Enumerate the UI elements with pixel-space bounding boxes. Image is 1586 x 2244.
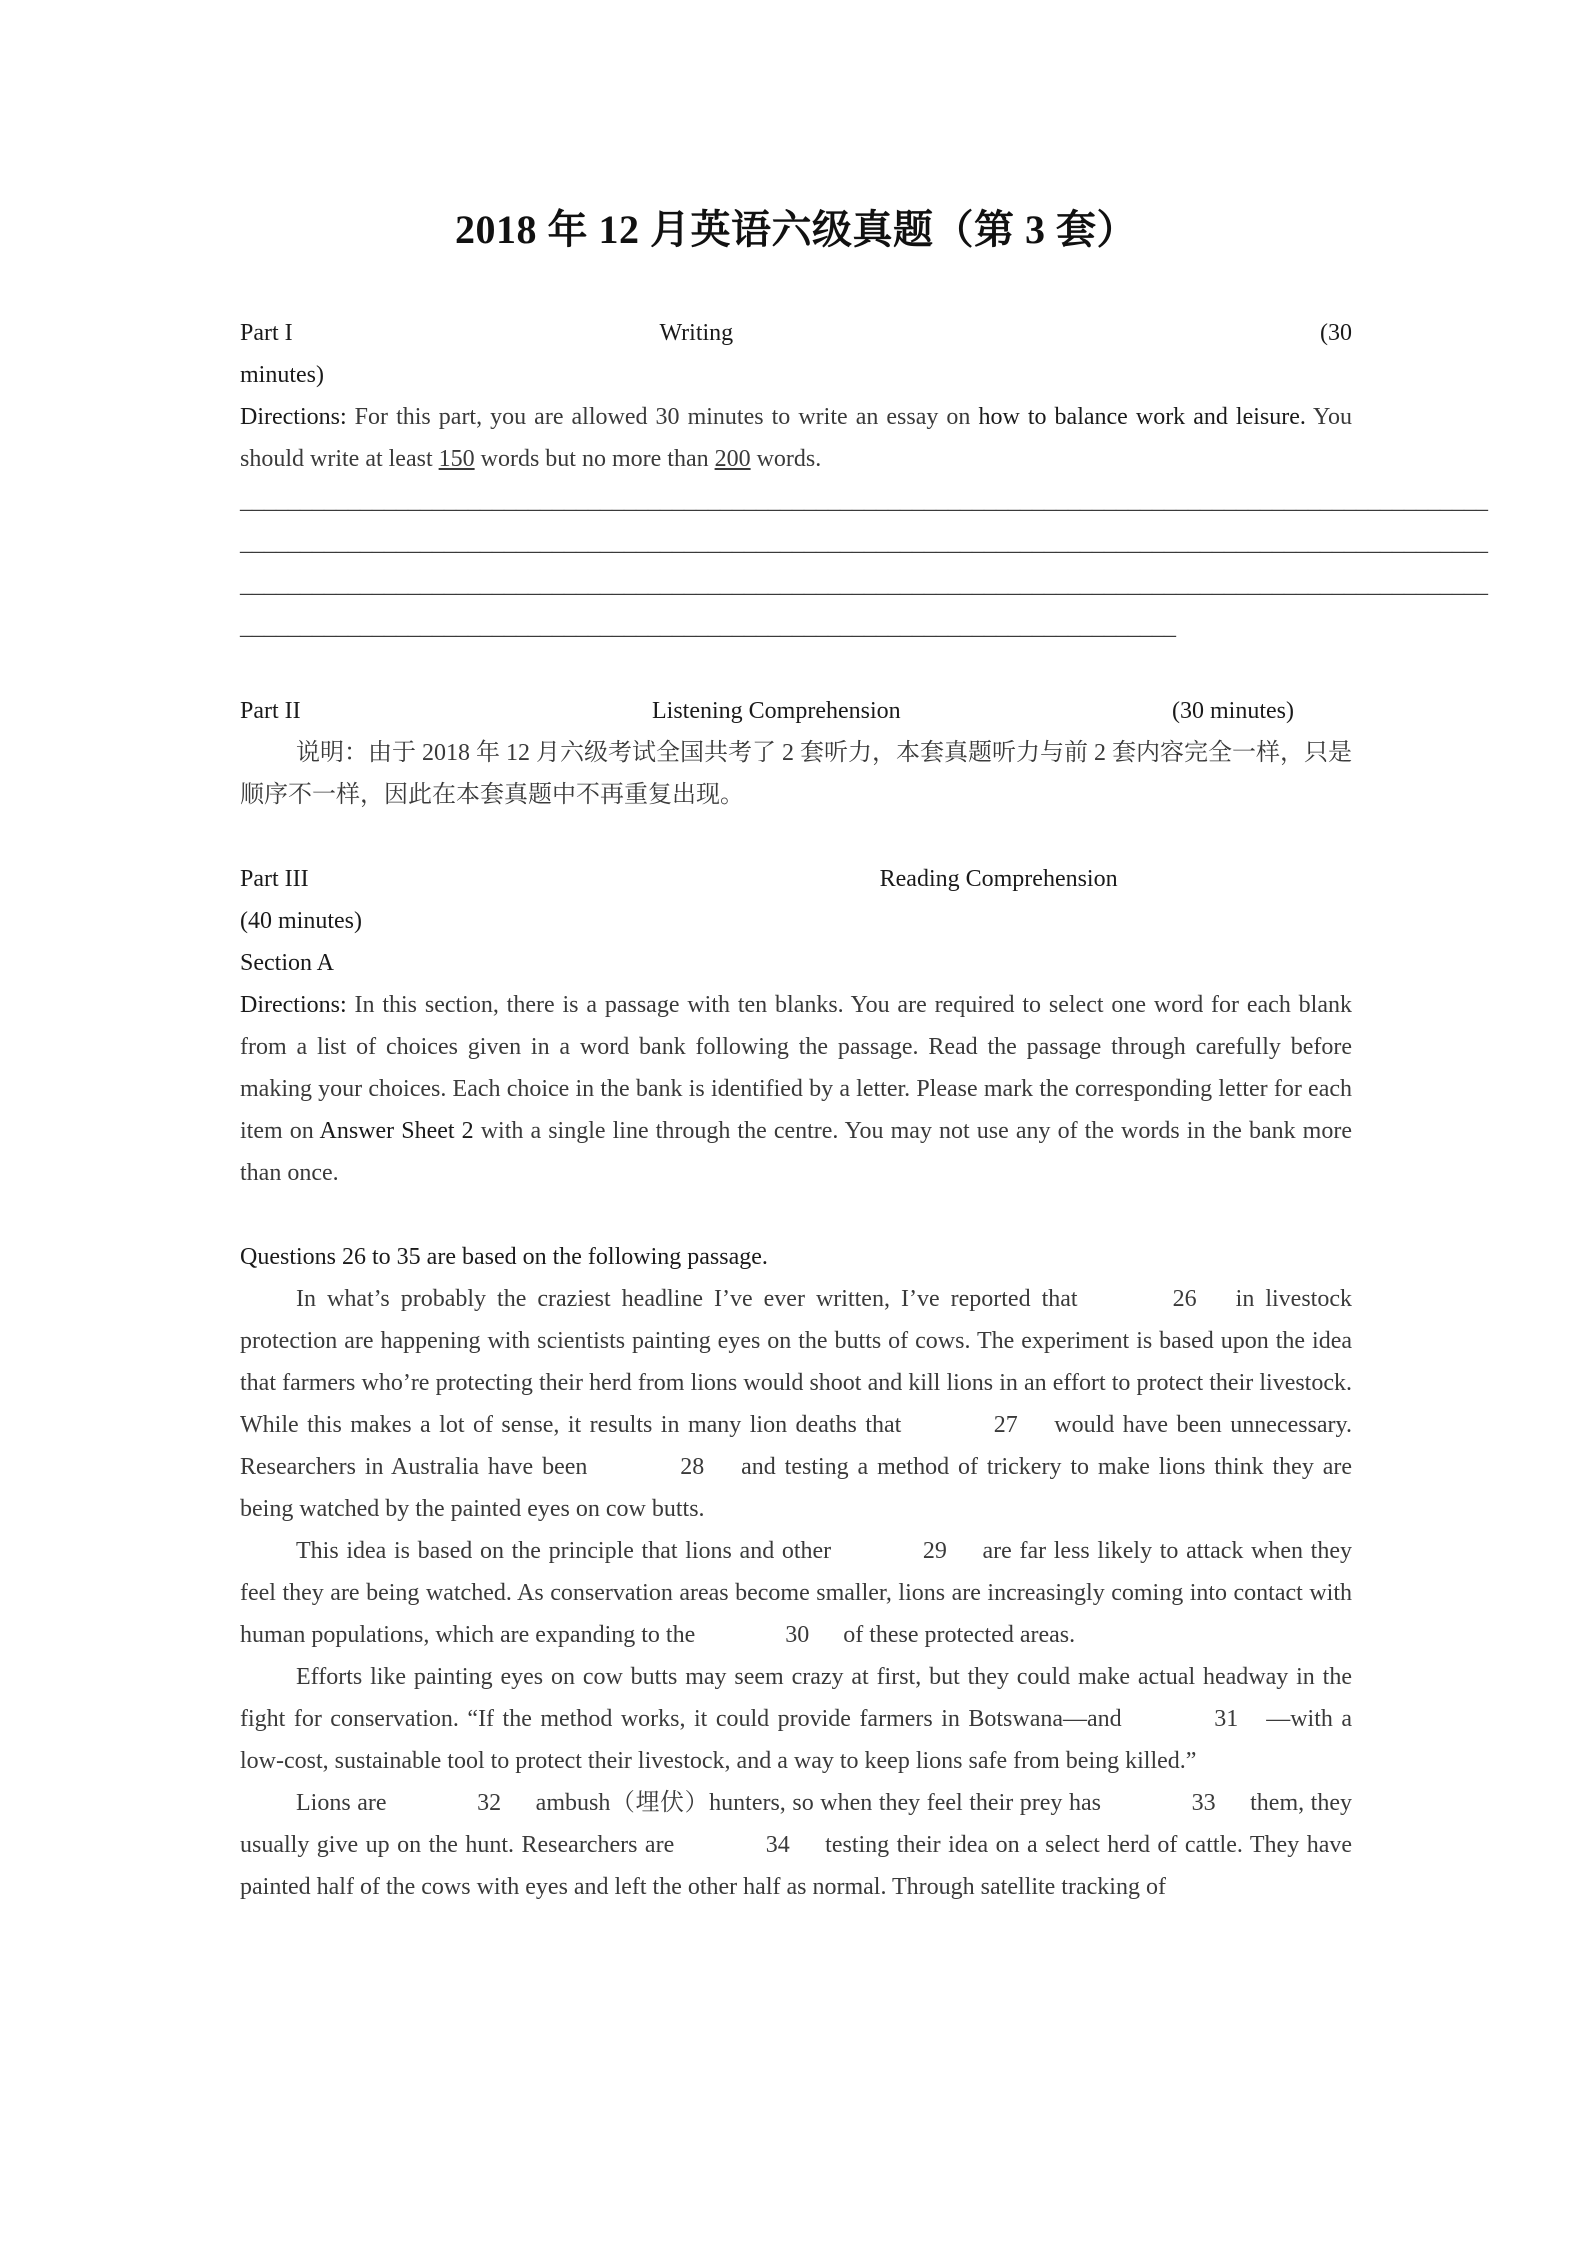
blank-27: 27 — [993, 1412, 1018, 1438]
part1-name: Writing — [659, 320, 734, 346]
part3-directions-text1: In this section, there is a passage with ten blanks. You are required to select one word for each blank from a list of choices given in a word bank following the passage. Read the passage through carefully before making your choices. Each choice in the bank is identified by a letter. Please mark the corresponding letter for each item on — [240, 992, 1352, 1144]
passage-text: of these protected areas. — [837, 1622, 1076, 1648]
writing-line: ________________________________________________________________________________________________________ — [240, 530, 1488, 556]
blank-33: 33 — [1191, 1790, 1216, 1816]
passage-paragraph-4 — [240, 1782, 1352, 1908]
part3-directions-text2: with a single line through the centre. You may not use any of the words in the bank more than once. — [240, 1118, 1352, 1186]
passage-text: ambush（埋伏）hunters, so when they feel their prey has — [529, 1790, 1108, 1816]
blank-29: 29 — [922, 1538, 947, 1564]
max-words: 200 — [714, 446, 751, 472]
writing-line: ________________________________________________________________________________________________________ — [240, 488, 1488, 514]
page-title: 2018 年 12 月英语六级真题（第 3 套） — [455, 207, 1137, 252]
essay-topic: how to balance work and leisure. — [978, 404, 1306, 430]
passage-text: —with a low-cost, sustainable tool to protect their livestock, and a way to keep lions safe from being killed.” — [240, 1706, 1352, 1774]
part3-time: (40 minutes) — [240, 908, 362, 934]
passage-text: Lions are — [296, 1790, 394, 1816]
part2-name: Listening Comprehension — [652, 698, 901, 724]
document-content — [240, 200, 1488, 1908]
passage-text: This idea is based on the principle that lions and other — [296, 1538, 839, 1564]
part3-name: Reading Comprehension — [879, 866, 1118, 892]
part3-directions — [240, 984, 1352, 1194]
part1-directions-text3: words but no more than — [474, 446, 715, 472]
part2-time: (30 minutes) — [1172, 698, 1294, 724]
min-words: 150 — [438, 446, 475, 472]
writing-line-short: ______________________________________________________________________________ — [240, 614, 1176, 640]
passage-text: them, they usually give up on the hunt. Researchers are — [240, 1790, 1353, 1858]
part1-header — [240, 312, 1352, 354]
passage-text: testing their idea on a select herd of cattle. They have painted half of the cows with eyes and left the other half as normal. Through satellite tracking of — [240, 1832, 1352, 1900]
blank-32: 32 — [477, 1790, 502, 1816]
writing-line: ________________________________________________________________________________________________________ — [240, 572, 1488, 598]
blank-28: 28 — [680, 1454, 705, 1480]
part2-note: 说明：由于 2018 年 12 月六级考试全国共考了 2 套听力，本套真题听力与前 2 套内容完全一样，只是顺序不一样，因此在本套真题中不再重复出现。 — [240, 740, 1352, 808]
part3-label: Part III — [240, 866, 309, 892]
blank-26: 26 — [1172, 1286, 1197, 1312]
questions-heading: Questions 26 to 35 are based on the following passage. — [240, 1244, 768, 1270]
passage-paragraph-2 — [240, 1530, 1352, 1656]
section-title: Section A — [240, 950, 334, 976]
passage-paragraph-1 — [240, 1278, 1352, 1530]
passage-text: In what’s probably the craziest headline I’ve ever written, I’ve reported that — [296, 1286, 1089, 1312]
part1-directions-label: Directions: — [240, 404, 347, 430]
passage-text: Efforts like painting eyes on cow butts may seem crazy at first, but they could make actual headway in the fight for conservation. “If the method works, it could provide farmers in Botswana—and — [240, 1664, 1352, 1732]
answer-sheet-ref: Answer Sheet 2 — [319, 1118, 474, 1144]
blank-34: 34 — [765, 1832, 790, 1858]
passage-text: in livestock protection are happening with scientists painting eyes on the butts of cows. The experiment is based upon the idea that farmers who’re protecting their herd from lions would shoot and kill lions in an effort to protect their livestock. While this makes a lot of sense, it results in many lion deaths that — [240, 1286, 1352, 1438]
passage-paragraph-3 — [240, 1656, 1352, 1782]
part3-header — [240, 858, 1352, 900]
part1-time-continued: minutes) — [240, 362, 324, 388]
part1-directions-text1: For this part, you are allowed 30 minutes to write an essay on — [346, 404, 979, 430]
part3-directions-label: Directions: — [240, 992, 347, 1018]
passage-text: and testing a method of trickery to make lions think they are being watched by the painted eyes on cow butts. — [240, 1454, 1352, 1522]
part1-directions — [240, 396, 1352, 480]
part2-header — [240, 690, 1294, 732]
part1-label: Part I — [240, 320, 293, 346]
passage-text: would have been unnecessary. Researchers in Australia have been — [240, 1412, 1352, 1480]
part1-directions-text4: words. — [750, 446, 822, 472]
part1-time: (30 — [1320, 320, 1352, 346]
blank-30: 30 — [785, 1622, 810, 1648]
part1-directions-text2: You should write at least — [240, 404, 1352, 472]
passage-text: are far less likely to attack when they feel they are being watched. As conservation areas become smaller, lions are increasingly coming into contact with human populations, which are expanding to the — [240, 1538, 1353, 1648]
blank-31: 31 — [1214, 1706, 1239, 1732]
part2-label: Part II — [240, 698, 301, 724]
